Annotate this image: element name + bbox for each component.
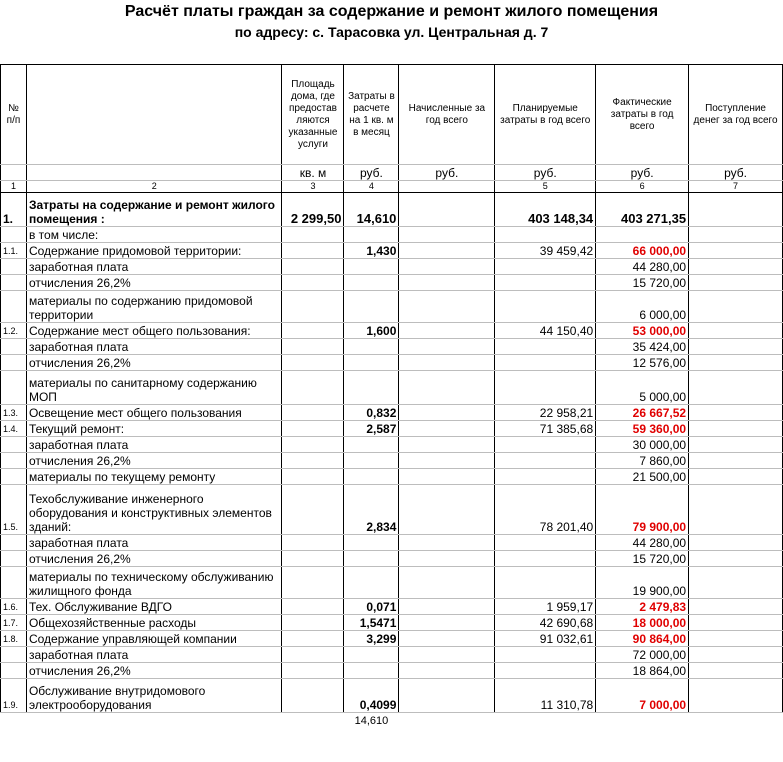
table-row (1, 551, 783, 567)
cell-planned: 39 459,42 (495, 243, 596, 259)
cell-area (282, 339, 344, 355)
table-row (1, 615, 783, 631)
cell-planned (495, 567, 596, 599)
cost-table (0, 64, 783, 728)
footer-cell (26, 713, 282, 728)
cell-receipts (689, 259, 783, 275)
cell-rate (344, 339, 399, 355)
cell-accrued (399, 339, 495, 355)
cell-planned (495, 259, 596, 275)
colnum: 1 (1, 181, 27, 193)
cell-actual: 90 864,00 (596, 631, 689, 647)
cell-actual (596, 227, 689, 243)
cell-accrued (399, 371, 495, 405)
cell-accrued (399, 551, 495, 567)
cell-area (282, 323, 344, 339)
footer-cell (689, 713, 783, 728)
cell-rate (344, 227, 399, 243)
cell-receipts (689, 679, 783, 713)
cell-accrued (399, 193, 495, 227)
cell-actual: 30 000,00 (596, 437, 689, 453)
cell-accrued (399, 663, 495, 679)
cell-area (282, 437, 344, 453)
row-number: 1.9. (1, 679, 27, 713)
cell-rate (344, 453, 399, 469)
cell-accrued (399, 453, 495, 469)
header-planned: Планируемые затраты в год всего (495, 65, 596, 165)
cell-receipts (689, 291, 783, 323)
cell-area (282, 469, 344, 485)
row-description: заработная плата (26, 259, 282, 275)
cell-accrued (399, 275, 495, 291)
cell-actual: 6 000,00 (596, 291, 689, 323)
cell-planned (495, 663, 596, 679)
header-actual: Фактические затраты в год всего (596, 65, 689, 165)
cell-planned (495, 647, 596, 663)
cell-rate (344, 469, 399, 485)
colnum: 7 (689, 181, 783, 193)
header-rate: Затраты в расчете на 1 кв. м в месяц (344, 65, 399, 165)
units-actual: руб. (596, 165, 689, 181)
cell-actual: 7 000,00 (596, 679, 689, 713)
cell-planned: 44 150,40 (495, 323, 596, 339)
header-row (1, 65, 783, 165)
page-subtitle: по адресу: с. Тарасовка ул. Центральная д. 7 (234, 24, 549, 40)
header-accrued: Начисленные за год всего (399, 65, 495, 165)
cell-actual: 15 720,00 (596, 275, 689, 291)
row-description: отчисления 26,2% (26, 355, 282, 371)
cell-actual: 44 280,00 (596, 259, 689, 275)
cell-actual: 44 280,00 (596, 535, 689, 551)
cell-actual: 53 000,00 (596, 323, 689, 339)
row-description: отчисления 26,2% (26, 663, 282, 679)
cell-planned: 11 310,78 (495, 679, 596, 713)
cell-area (282, 291, 344, 323)
cell-planned (495, 275, 596, 291)
row-number (1, 663, 27, 679)
cell-actual: 12 576,00 (596, 355, 689, 371)
cell-area (282, 535, 344, 551)
cell-planned: 1 959,17 (495, 599, 596, 615)
cell-receipts (689, 599, 783, 615)
cell-planned (495, 453, 596, 469)
colnum: 3 (282, 181, 344, 193)
cell-actual: 7 860,00 (596, 453, 689, 469)
cell-planned (495, 551, 596, 567)
row-description: отчисления 26,2% (26, 551, 282, 567)
cell-rate (344, 535, 399, 551)
cell-receipts (689, 405, 783, 421)
table-row (1, 291, 783, 323)
row-description: материалы по санитарному содержанию МОП (26, 371, 282, 405)
row-description: Текущий ремонт: (26, 421, 282, 437)
cell-receipts (689, 339, 783, 355)
cell-accrued (399, 647, 495, 663)
cell-planned: 71 385,68 (495, 421, 596, 437)
row-description: заработная плата (26, 339, 282, 355)
table-row (1, 243, 783, 259)
cell-area (282, 679, 344, 713)
cell-receipts (689, 535, 783, 551)
column-numbers-row (1, 181, 783, 193)
cell-rate (344, 663, 399, 679)
colnum: 4 (344, 181, 399, 193)
row-description: в том числе: (26, 227, 282, 243)
row-description: отчисления 26,2% (26, 275, 282, 291)
cell-accrued (399, 567, 495, 599)
units-desc (26, 165, 282, 181)
table-row (1, 599, 783, 615)
header-area: Площадь дома, где предостав ляются указанные услуги (282, 65, 344, 165)
table-row (1, 567, 783, 599)
header-desc (26, 65, 282, 165)
cell-area (282, 599, 344, 615)
cell-actual: 79 900,00 (596, 485, 689, 535)
cell-accrued (399, 679, 495, 713)
cell-planned: 403 148,34 (495, 193, 596, 227)
cell-receipts (689, 371, 783, 405)
units-planned: руб. (495, 165, 596, 181)
cell-actual: 26 667,52 (596, 405, 689, 421)
cell-actual: 18 864,00 (596, 663, 689, 679)
row-number (1, 355, 27, 371)
cell-accrued (399, 631, 495, 647)
cell-planned: 78 201,40 (495, 485, 596, 535)
table-row (1, 227, 783, 243)
colnum: 6 (596, 181, 689, 193)
row-description: Содержание мест общего пользования: (26, 323, 282, 339)
cell-area (282, 615, 344, 631)
row-description: Техобслуживание инженерного оборудования и конструктивных элементов зданий: (26, 485, 282, 535)
footer-cell (495, 713, 596, 728)
cell-accrued (399, 355, 495, 371)
header-receipts: Поступление денег за год всего (689, 65, 783, 165)
row-description: Содержание управляющей компании (26, 631, 282, 647)
cell-actual: 15 720,00 (596, 551, 689, 567)
row-description: материалы по содержанию придомовой территории (26, 291, 282, 323)
page-title: Расчёт платы граждан за содержание и ремонт жилого помещения (124, 3, 659, 20)
footer-row (1, 713, 783, 728)
cell-rate (344, 355, 399, 371)
cell-actual: 18 000,00 (596, 615, 689, 631)
cell-area (282, 275, 344, 291)
table-row (1, 631, 783, 647)
footer-cell (399, 713, 495, 728)
table-row (1, 437, 783, 453)
cell-receipts (689, 421, 783, 437)
row-number (1, 259, 27, 275)
cell-area (282, 485, 344, 535)
cell-planned (495, 355, 596, 371)
row-number (1, 371, 27, 405)
cell-receipts (689, 647, 783, 663)
cell-accrued (399, 405, 495, 421)
cell-actual: 35 424,00 (596, 339, 689, 355)
table-row (1, 421, 783, 437)
cell-planned (495, 291, 596, 323)
row-number (1, 227, 27, 243)
cell-receipts (689, 275, 783, 291)
row-number (1, 291, 27, 323)
cell-rate (344, 371, 399, 405)
table-row (1, 355, 783, 371)
cell-receipts (689, 615, 783, 631)
cell-rate: 1,5471 (344, 615, 399, 631)
cell-receipts (689, 437, 783, 453)
cell-area (282, 243, 344, 259)
table-row (1, 663, 783, 679)
table-row (1, 405, 783, 421)
cell-receipts (689, 355, 783, 371)
cell-rate: 14,610 (344, 193, 399, 227)
cell-area (282, 355, 344, 371)
cell-receipts (689, 551, 783, 567)
cell-rate: 0,4099 (344, 679, 399, 713)
footer-cell (1, 713, 27, 728)
cell-area (282, 371, 344, 405)
cell-receipts (689, 469, 783, 485)
row-description: Общехозяйственные расходы (26, 615, 282, 631)
cell-receipts (689, 567, 783, 599)
cell-actual: 59 360,00 (596, 421, 689, 437)
cell-rate: 2,834 (344, 485, 399, 535)
table-row (1, 323, 783, 339)
row-number: 1.7. (1, 615, 27, 631)
colnum: 5 (495, 181, 596, 193)
cell-rate (344, 437, 399, 453)
cell-accrued (399, 323, 495, 339)
cell-rate: 1,430 (344, 243, 399, 259)
cell-actual: 19 900,00 (596, 567, 689, 599)
cell-receipts (689, 243, 783, 259)
cell-accrued (399, 421, 495, 437)
row-number (1, 437, 27, 453)
row-description: Тех. Обслуживание ВДГО (26, 599, 282, 615)
cell-area (282, 421, 344, 437)
cell-rate: 3,299 (344, 631, 399, 647)
row-description: материалы по техническому обслуживанию жилищного фонда (26, 567, 282, 599)
row-number: 1. (1, 193, 27, 227)
row-number (1, 647, 27, 663)
table-row (1, 535, 783, 551)
cell-rate (344, 647, 399, 663)
cell-receipts (689, 193, 783, 227)
row-description: заработная плата (26, 647, 282, 663)
cell-rate (344, 551, 399, 567)
row-number (1, 551, 27, 567)
cell-area (282, 647, 344, 663)
row-number: 1.4. (1, 421, 27, 437)
cell-area (282, 227, 344, 243)
cell-actual: 5 000,00 (596, 371, 689, 405)
table-row (1, 371, 783, 405)
cell-receipts (689, 227, 783, 243)
header-num: № п/п (1, 65, 27, 165)
units-accrued: руб. (399, 165, 495, 181)
cell-planned (495, 437, 596, 453)
cell-rate (344, 291, 399, 323)
cell-area (282, 663, 344, 679)
cell-actual: 403 271,35 (596, 193, 689, 227)
colnum (399, 181, 495, 193)
table-row (1, 193, 783, 227)
cell-rate: 0,071 (344, 599, 399, 615)
cell-receipts (689, 485, 783, 535)
cell-planned (495, 371, 596, 405)
units-rate: руб. (344, 165, 399, 181)
units-num (1, 165, 27, 181)
cell-receipts (689, 453, 783, 469)
cell-area (282, 567, 344, 599)
cell-area (282, 405, 344, 421)
cell-accrued (399, 485, 495, 535)
cell-actual: 21 500,00 (596, 469, 689, 485)
units-row (1, 165, 783, 181)
row-number (1, 453, 27, 469)
footer-cell (596, 713, 689, 728)
row-description: Освещение мест общего пользования (26, 405, 282, 421)
cell-accrued (399, 437, 495, 453)
row-number (1, 469, 27, 485)
table-row (1, 275, 783, 291)
cell-planned (495, 535, 596, 551)
cell-accrued (399, 535, 495, 551)
table-row (1, 339, 783, 355)
row-number: 1.8. (1, 631, 27, 647)
cell-accrued (399, 469, 495, 485)
cell-planned (495, 227, 596, 243)
footer-sum: 14,610 (344, 713, 399, 728)
cell-planned: 91 032,61 (495, 631, 596, 647)
cell-planned (495, 469, 596, 485)
colnum: 2 (26, 181, 282, 193)
row-number: 1.6. (1, 599, 27, 615)
cell-receipts (689, 631, 783, 647)
row-number (1, 339, 27, 355)
cell-planned: 42 690,68 (495, 615, 596, 631)
row-number: 1.3. (1, 405, 27, 421)
table-row (1, 469, 783, 485)
cell-rate: 1,600 (344, 323, 399, 339)
units-area: кв. м (282, 165, 344, 181)
cell-accrued (399, 259, 495, 275)
row-description: заработная плата (26, 535, 282, 551)
cell-area (282, 551, 344, 567)
cell-area (282, 631, 344, 647)
row-number (1, 275, 27, 291)
cell-actual: 2 479,83 (596, 599, 689, 615)
cell-rate: 2,587 (344, 421, 399, 437)
cell-accrued (399, 243, 495, 259)
row-description: Содержание придомовой территории: (26, 243, 282, 259)
row-number: 1.2. (1, 323, 27, 339)
row-description: Обслуживание внутридомового электрооборудования (26, 679, 282, 713)
units-receipts: руб. (689, 165, 783, 181)
cell-rate (344, 567, 399, 599)
cell-area (282, 453, 344, 469)
cell-receipts (689, 323, 783, 339)
row-number: 1.5. (1, 485, 27, 535)
cell-rate (344, 259, 399, 275)
footer-cell (282, 713, 344, 728)
cell-accrued (399, 227, 495, 243)
row-number (1, 567, 27, 599)
row-number (1, 535, 27, 551)
cell-accrued (399, 615, 495, 631)
cell-rate: 0,832 (344, 405, 399, 421)
cell-actual: 66 000,00 (596, 243, 689, 259)
table-row (1, 679, 783, 713)
cell-planned (495, 339, 596, 355)
cell-area: 2 299,50 (282, 193, 344, 227)
cell-receipts (689, 663, 783, 679)
table-row (1, 259, 783, 275)
cell-area (282, 259, 344, 275)
table-row (1, 647, 783, 663)
row-number: 1.1. (1, 243, 27, 259)
row-description: материалы по текущему ремонту (26, 469, 282, 485)
row-description: заработная плата (26, 437, 282, 453)
cell-actual: 72 000,00 (596, 647, 689, 663)
cell-accrued (399, 599, 495, 615)
table-row (1, 453, 783, 469)
row-description: отчисления 26,2% (26, 453, 282, 469)
cell-planned: 22 958,21 (495, 405, 596, 421)
cell-accrued (399, 291, 495, 323)
row-description: Затраты на содержание и ремонт жилого помещения : (26, 193, 282, 227)
cell-rate (344, 275, 399, 291)
table-row (1, 485, 783, 535)
